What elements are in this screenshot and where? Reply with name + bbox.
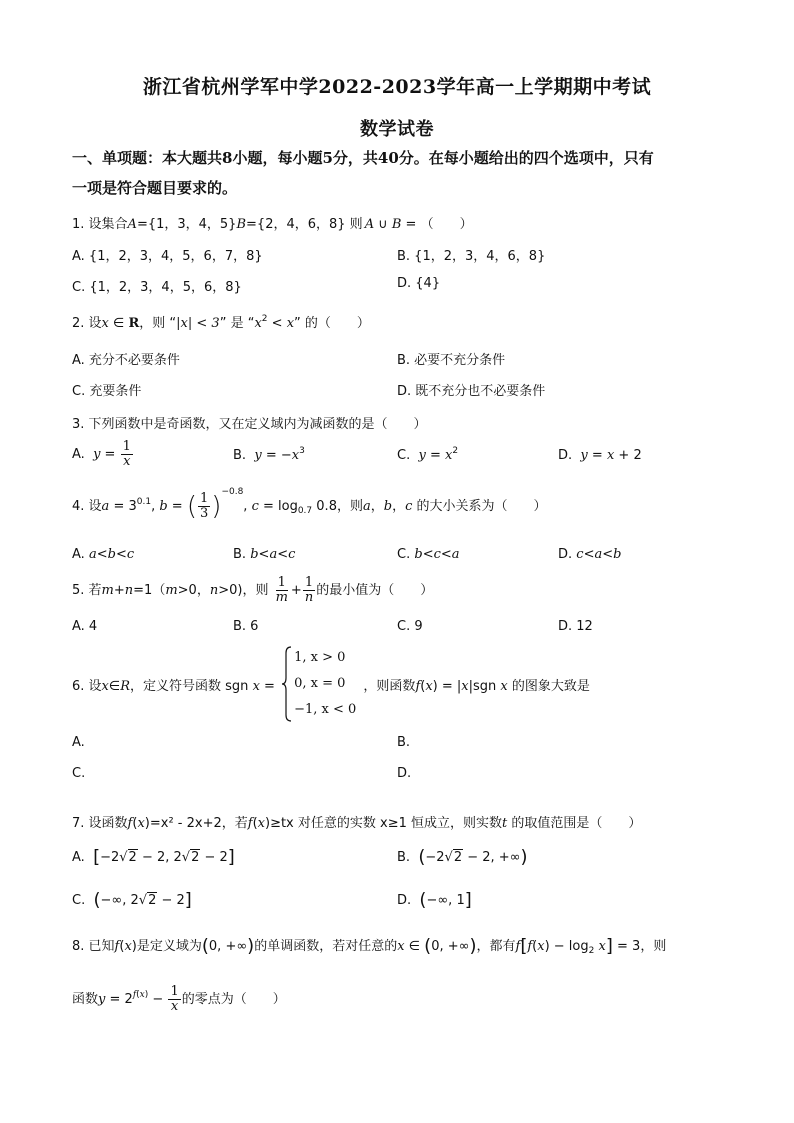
q7-option-c[interactable]: C. (−∞, 2√2 − 2] (72, 889, 192, 911)
q7-option-a[interactable]: A. [−2√2 − 2, 2√2 − 2] (72, 846, 235, 868)
q5-option-b[interactable]: B. 6 (233, 619, 259, 634)
exam-subtitle: 数学试卷 (360, 119, 434, 140)
q4-option-a[interactable]: A. a<b<c (72, 547, 135, 562)
question-1: 1. 设集合A={1，3，4，5}B={2，4，6，8} 则 A ∪ B = （ ） (72, 217, 473, 232)
question-8: 8. 已知f(x)是定义域为(0, +∞)的单调函数，若对任意的x ∈ (0, +∞)，都有$f[f(x) - \log_2 x] = 3$，则 (72, 935, 667, 957)
question-2: 2. 设x ∈ R，则 “|x| < 3” 是 “$x^2 < x$” 的（ ） (72, 314, 370, 331)
section-heading: 一、单项题：本大题共8小题，每小题5分，共40分。在每小题给出的四个选项中，只有 一项是符合题目要求的。 (72, 149, 654, 197)
q4-option-c[interactable]: C. b<c<a (397, 547, 460, 562)
q3-option-b[interactable]: B. $y = -x^3$ (233, 446, 305, 463)
case-positive: 1, x > 0 (294, 650, 346, 665)
q4-option-b[interactable]: B. b<a<c (233, 547, 296, 562)
question-8-line-2: 函数$y = 2^{f(x)}$ − $\frac{1}{x}$ 的零点为（ ） (72, 984, 286, 1014)
q3-option-d[interactable]: D. y = x + 2 (558, 448, 642, 463)
q4-option-d[interactable]: D. c<a<b (558, 547, 622, 562)
q2-option-d[interactable]: D. 既不充分也不必要条件 (397, 384, 546, 399)
q6-option-a[interactable]: A. (72, 735, 85, 750)
left-brace (282, 645, 292, 723)
signum-cases (282, 645, 356, 723)
q1-option-a[interactable]: A. {1，2，3，4，5，6，7，8} (72, 249, 263, 264)
q5-option-a[interactable]: A. 4 (72, 619, 98, 634)
question-6: 6. 设x∈R，定义符号函数 sgn x = 1, x > 0 0, x = 0 −1, x < 0 ，则函数f(x) = |x|sgn x 的图象大致是 (72, 645, 732, 725)
question-7: 7. 设函数f(x)=x² - 2x+2，若f(x)≥tx 对任意的实数 x≥1 恒成立，则实数t 的取值范围是（ ） (72, 816, 642, 831)
q6-option-c[interactable]: C. (72, 766, 86, 781)
q5-option-c[interactable]: C. 9 (397, 619, 423, 634)
q6-option-d[interactable]: D. (397, 766, 412, 781)
q7-option-d[interactable]: D. (−∞, 1] (397, 889, 472, 911)
q1-option-c[interactable]: C. {1，2，3，4，5，6，8} (72, 280, 242, 295)
question-5: 5. 若m+n=1（m>0，n>0)，则 $\frac{1}{m}$ + $\frac{1}{n}$ 的最小值为（ ） (72, 575, 434, 605)
exam-title: 浙江省杭州学军中学2022-2023学年高一上学期期中考试 (142, 76, 652, 98)
q1-option-b[interactable]: B. {1，2，3，4，6，8} (397, 249, 546, 264)
q3-option-a[interactable]: A. y = $\frac{1}{x}$ (72, 439, 131, 469)
q2-option-b[interactable]: B. 必要不充分条件 (397, 353, 506, 368)
q5-option-d[interactable]: D. 12 (558, 619, 593, 634)
q7-option-b[interactable]: B. (−2√2 − 2, +∞) (397, 846, 528, 868)
q3-option-c[interactable]: C. $y = x^2$ (397, 446, 459, 463)
q2-option-c[interactable]: C. 充要条件 (72, 384, 142, 399)
case-zero: 0, x = 0 (294, 676, 346, 691)
q6-option-b[interactable]: B. (397, 735, 411, 750)
case-negative: −1, x < 0 (294, 702, 357, 717)
question-4: 4. 设$a = 3^{0.1}$, b = ( $\frac{1}{3}$ )$^{-0.8}$, $c = \log_{0.7} 0.8$，则a，b，c 的大小关系为（ ） (72, 487, 547, 522)
q1-option-d[interactable]: D. {4} (397, 276, 441, 291)
q2-option-a[interactable]: A. 充分不必要条件 (72, 353, 180, 368)
question-3: 3. 下列函数中是奇函数，又在定义域内为减函数的是（ ） (72, 417, 427, 432)
